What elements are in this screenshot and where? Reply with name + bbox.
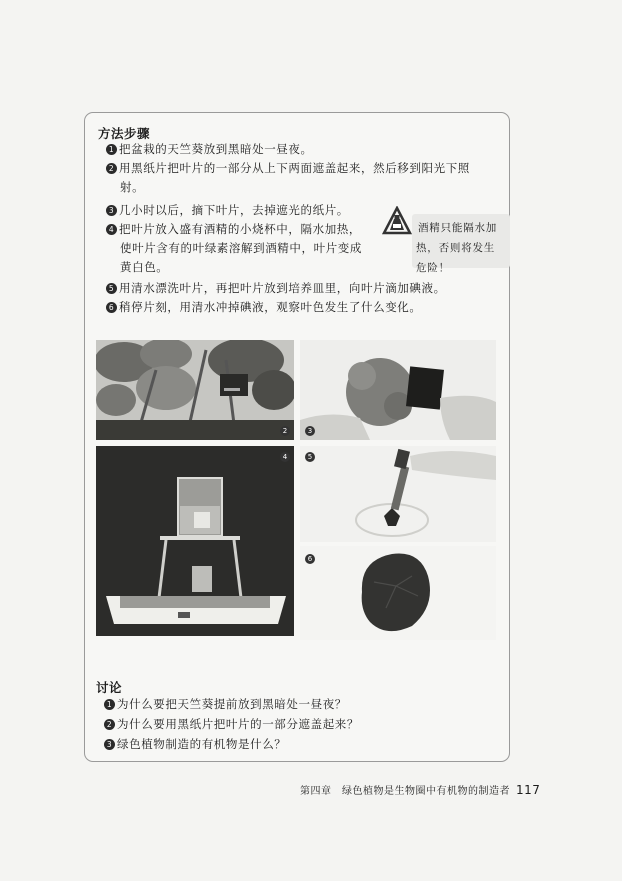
- page-number: 117: [516, 783, 541, 797]
- step-text: 用黑纸片把叶片的一部分从上下两面遮盖起来，然后移到阳光下照: [119, 161, 470, 175]
- photo-label: 6: [305, 554, 315, 564]
- step-text: 几小时以后，摘下叶片，去掉遮光的纸片。: [119, 203, 349, 217]
- step-4: [106, 220, 361, 239]
- stained-leaf-image: [300, 546, 496, 640]
- photo-6-result: [300, 546, 496, 640]
- step-5: [106, 279, 446, 298]
- photo-label: 3: [305, 426, 315, 436]
- step-4-cont-2: 黄白色。: [120, 260, 169, 274]
- iodine-dropper-image: [300, 446, 496, 542]
- photo-label: 4: [280, 452, 290, 462]
- step-number: 2: [106, 163, 117, 174]
- step-2: [106, 159, 470, 178]
- step-text: 把盆栽的天竺葵放到黑暗处一昼夜。: [119, 142, 313, 156]
- warning-line-2: 热，否则将发生危险！: [416, 242, 496, 274]
- chapter-title: 第四章 绿色植物是生物圈中有机物的制造者: [300, 786, 510, 797]
- photo-4-heating: [96, 446, 294, 636]
- step-4-cont-1: 使叶片含有的叶绿素溶解到酒精中，叶片变成: [120, 241, 362, 255]
- beaker-heating-image: [96, 446, 294, 636]
- warning-line-1: 酒精只能隔水加: [418, 222, 498, 234]
- warning-text: [412, 214, 510, 274]
- step-text: 把叶片放入盛有酒精的小烧杯中，隔水加热，: [119, 222, 361, 236]
- discussion-heading: 讨论: [96, 680, 123, 695]
- step-number: 5: [106, 283, 117, 294]
- photo-5-iodine: [300, 446, 496, 542]
- photo-label: 2: [280, 426, 290, 436]
- step-6: [106, 298, 422, 317]
- question-text: 为什么要把天竺葵提前放到黑暗处一昼夜？: [117, 697, 347, 711]
- step-3: [106, 201, 349, 220]
- warning-note: [376, 206, 512, 274]
- photo-2-plants: [96, 340, 294, 440]
- photo-label: 5: [305, 452, 315, 462]
- leaf-in-hand-image: [300, 340, 496, 440]
- method-heading: 方法步骤: [98, 126, 151, 141]
- question-2: [104, 715, 359, 734]
- question-text: 为什么要用黑纸片把叶片的一部分遮盖起来？: [117, 717, 359, 731]
- question-number: 2: [104, 719, 115, 730]
- question-1: [104, 695, 347, 714]
- page-footer: [300, 782, 540, 797]
- step-text: 稍停片刻，用清水冲掉碘液，观察叶色发生了什么变化。: [119, 300, 422, 314]
- step-text: 用清水漂洗叶片，再把叶片放到培养皿里，向叶片滴加碘液。: [119, 281, 446, 295]
- step-number: 6: [106, 302, 117, 313]
- flask-warning-icon: [382, 206, 412, 236]
- question-text: 绿色植物制造的有机物是什么？: [117, 737, 287, 751]
- question-3: [104, 735, 286, 754]
- step-number: 3: [106, 205, 117, 216]
- step-number: 4: [106, 224, 117, 235]
- question-number: 1: [104, 699, 115, 710]
- step-1: [106, 140, 313, 159]
- step-2-cont: 射。: [120, 180, 145, 194]
- step-number: 1: [106, 144, 117, 155]
- geranium-plants-image: [96, 340, 294, 440]
- question-number: 3: [104, 739, 115, 750]
- photo-3-leaf: [300, 340, 496, 440]
